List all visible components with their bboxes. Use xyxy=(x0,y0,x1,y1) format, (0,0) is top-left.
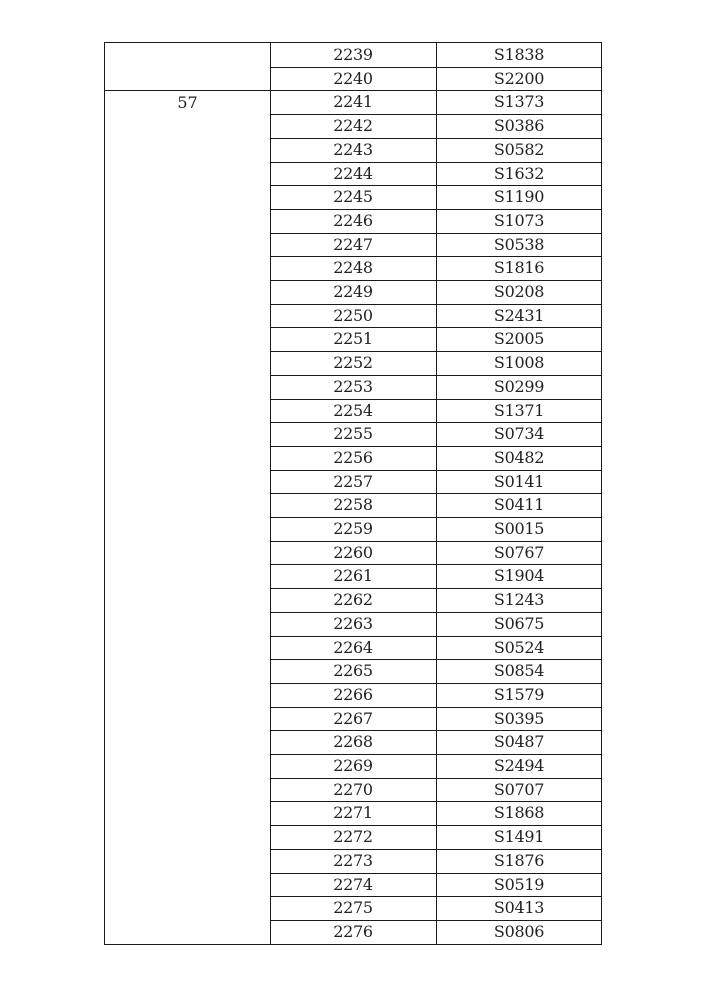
serial-number-cell: 2254 xyxy=(333,400,373,420)
code-cell: S0854 xyxy=(493,661,545,681)
code-cell: S1579 xyxy=(493,684,545,704)
data-table xyxy=(104,42,602,945)
code-cell: S1491 xyxy=(493,827,545,847)
serial-number-cell: 2257 xyxy=(333,471,373,491)
code-cell: S1816 xyxy=(493,258,545,278)
code-cell: S2200 xyxy=(493,68,545,88)
code-cell: S0675 xyxy=(493,613,545,633)
code-cell: S0707 xyxy=(493,779,545,799)
serial-number-cell: 2265 xyxy=(333,661,373,681)
code-cell: S0582 xyxy=(493,139,545,159)
serial-number-cell: 2258 xyxy=(333,495,373,515)
serial-number-cell: 2245 xyxy=(333,187,373,207)
serial-number-cell: 2271 xyxy=(333,803,373,823)
serial-number-cell: 2276 xyxy=(333,921,373,941)
code-cell: S0208 xyxy=(493,282,545,301)
serial-number-cell: 2253 xyxy=(333,376,373,396)
serial-number-cell: 2248 xyxy=(333,258,373,278)
code-cell: S1008 xyxy=(493,353,545,373)
code-cell: S0767 xyxy=(493,542,545,562)
code-cell: S1373 xyxy=(493,92,545,112)
code-cell: S0482 xyxy=(493,447,545,467)
code-cell: S0734 xyxy=(493,424,545,444)
code-cell: S0386 xyxy=(493,116,545,136)
code-cell: S0395 xyxy=(493,708,545,728)
serial-number-cell: 2252 xyxy=(333,353,373,373)
code-cell: S0411 xyxy=(493,495,545,515)
code-cell: S0413 xyxy=(493,898,545,918)
serial-number-cell: 2274 xyxy=(333,874,373,894)
code-cell: S0141 xyxy=(493,471,545,491)
serial-number-cell: 2242 xyxy=(333,116,373,136)
serial-number-cell: 2249 xyxy=(333,282,373,301)
code-cell: S2431 xyxy=(493,305,545,325)
serial-number-cell: 2273 xyxy=(333,850,373,870)
code-cell: S1371 xyxy=(493,400,545,420)
code-cell: S0299 xyxy=(493,376,545,396)
serial-number-cell: 2270 xyxy=(333,779,373,799)
serial-number-cell: 2239 xyxy=(333,45,373,64)
code-cell: S0015 xyxy=(493,519,545,538)
code-cell: S0519 xyxy=(493,874,545,894)
code-cell: S1190 xyxy=(493,187,545,207)
code-cell: S2494 xyxy=(493,756,545,775)
serial-number-cell: 2256 xyxy=(333,447,373,467)
serial-number-cell: 2268 xyxy=(333,732,373,752)
serial-number-cell: 2247 xyxy=(333,234,373,254)
serial-number-cell: 2260 xyxy=(333,542,373,562)
serial-number-cell: 2261 xyxy=(333,566,373,586)
code-cell: S1073 xyxy=(493,210,545,230)
serial-number-cell: 2263 xyxy=(333,613,373,633)
serial-number-cell: 2266 xyxy=(333,684,373,704)
serial-number-cell: 2267 xyxy=(333,708,373,728)
serial-number-cell: 2250 xyxy=(333,305,373,325)
serial-number-cell: 2262 xyxy=(333,590,373,610)
serial-number-cell: 2269 xyxy=(333,756,373,775)
code-cell: S0538 xyxy=(493,234,545,254)
serial-number-cell: 2259 xyxy=(333,519,373,538)
code-cell: S1876 xyxy=(493,850,545,870)
code-cell: S1632 xyxy=(493,163,545,183)
code-cell: S1904 xyxy=(493,566,545,586)
code-cell: S1838 xyxy=(493,45,545,64)
code-cell: S1243 xyxy=(493,590,545,610)
serial-number-cell: 2275 xyxy=(333,898,373,918)
serial-number-cell: 2240 xyxy=(333,68,373,88)
serial-number-cell: 2264 xyxy=(333,637,373,657)
code-cell: S2005 xyxy=(493,329,545,349)
code-cell: S0487 xyxy=(493,732,545,752)
code-cell: S1868 xyxy=(493,803,545,823)
group-label: 57 xyxy=(177,93,198,113)
serial-number-cell: 2272 xyxy=(333,827,373,847)
serial-number-cell: 2243 xyxy=(333,139,373,159)
serial-number-cell: 2255 xyxy=(333,424,373,444)
serial-number-cell: 2246 xyxy=(333,210,373,230)
code-cell: S0524 xyxy=(493,637,545,657)
serial-number-cell: 2241 xyxy=(333,92,373,112)
code-cell: S0806 xyxy=(493,921,545,941)
serial-number-cell: 2244 xyxy=(333,163,373,183)
serial-number-cell: 2251 xyxy=(333,329,373,349)
